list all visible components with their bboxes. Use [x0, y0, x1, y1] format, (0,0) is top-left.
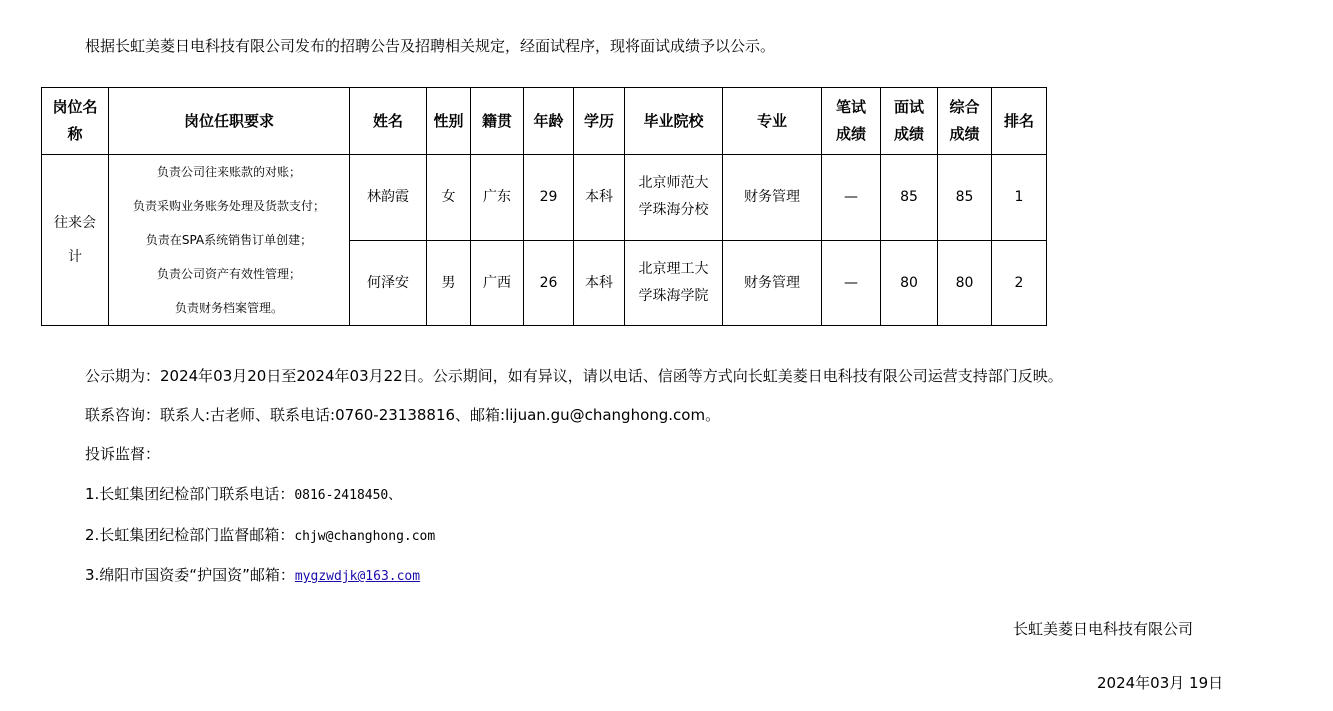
- requirement-item: 负责采购业务账务处理及货款支付；: [132, 199, 325, 213]
- header-total: 综合成绩: [938, 88, 992, 155]
- header-interview: 面试成绩: [881, 88, 938, 155]
- cell-origin: 广东: [471, 155, 524, 241]
- complaint-phone: 0816-2418450、: [294, 488, 402, 503]
- cell-education: 本科: [574, 240, 625, 326]
- header-gender: 性别: [427, 88, 471, 155]
- cell-origin: 广西: [471, 240, 524, 326]
- complaint-email: chjw@changhong.com: [294, 529, 436, 544]
- cell-school: 北京师范大学珠海分校: [625, 155, 723, 241]
- table-header-row: [42, 88, 1047, 155]
- requirement-item: 负责公司资产有效性管理；: [156, 267, 301, 281]
- contact-info: 联系咨询：联系人:古老师、联系电话:0760-23138816、邮箱:lijuan.gu@changhong.com。: [85, 406, 721, 424]
- requirements-cell: [109, 155, 350, 326]
- table-row: [42, 155, 1047, 241]
- date: 2024年03月 19日: [1097, 674, 1224, 692]
- signature: 长虹美菱日电科技有限公司: [1013, 620, 1194, 638]
- header-written: 笔试成绩: [822, 88, 881, 155]
- complaint-item-email: [85, 525, 435, 547]
- notice-period: 公示期为：2024年03月20日至2024年03月22日。公示期间，如有异议，请以电话、信函等方式向长虹美菱日电科技有限公司运营支持部门反映。: [85, 367, 1063, 385]
- cell-written: —: [822, 240, 881, 326]
- cell-rank: 2: [992, 240, 1047, 326]
- cell-rank: 1: [992, 155, 1047, 241]
- cell-interview: 85: [881, 155, 938, 241]
- cell-written: —: [822, 155, 881, 241]
- header-requirements: 岗位任职要求: [109, 88, 350, 155]
- header-position: 岗位名称: [42, 88, 109, 155]
- complaint-item-phone: [85, 484, 401, 506]
- cell-gender: 男: [427, 240, 471, 326]
- cell-total: 85: [938, 155, 992, 241]
- complaint-email-link[interactable]: mygzwdjk@163.com: [294, 569, 421, 584]
- requirement-item: 负责公司往来账款的对账；: [156, 165, 301, 179]
- header-major: 专业: [723, 88, 822, 155]
- header-school: 毕业院校: [625, 88, 723, 155]
- header-name: 姓名: [350, 88, 427, 155]
- complaint-title: 投诉监督：: [85, 445, 161, 463]
- cell-age: 26: [524, 240, 574, 326]
- complaint-label: 3.绵阳市国资委“护国资”邮箱：: [85, 566, 295, 584]
- requirement-item: 负责在SPA系统销售订单创建；: [145, 233, 313, 247]
- cell-gender: 女: [427, 155, 471, 241]
- cell-total: 80: [938, 240, 992, 326]
- header-education: 学历: [574, 88, 625, 155]
- complaint-item-mailbox: [85, 565, 420, 587]
- cell-education: 本科: [574, 155, 625, 241]
- cell-school: 北京理工大学珠海学院: [625, 240, 723, 326]
- intro-paragraph: 根据长虹美菱日电科技有限公司发布的招聘公告及招聘相关规定，经面试程序，现将面试成绩予以公示。: [85, 37, 776, 55]
- header-origin: 籍贯: [471, 88, 524, 155]
- cell-age: 29: [524, 155, 574, 241]
- complaint-label: 1.长虹集团纪检部门联系电话：: [85, 485, 295, 503]
- cell-major: 财务管理: [723, 155, 822, 241]
- cell-interview: 80: [881, 240, 938, 326]
- cell-major: 财务管理: [723, 240, 822, 326]
- header-age: 年龄: [524, 88, 574, 155]
- cell-name: 林韵霞: [350, 155, 427, 241]
- position-cell: 往来会计: [42, 155, 109, 326]
- score-table: [41, 87, 1047, 326]
- complaint-label: 2.长虹集团纪检部门监督邮箱：: [85, 526, 295, 544]
- header-rank: 排名: [992, 88, 1047, 155]
- cell-name: 何泽安: [350, 240, 427, 326]
- requirement-item: 负责财务档案管理。: [174, 301, 283, 315]
